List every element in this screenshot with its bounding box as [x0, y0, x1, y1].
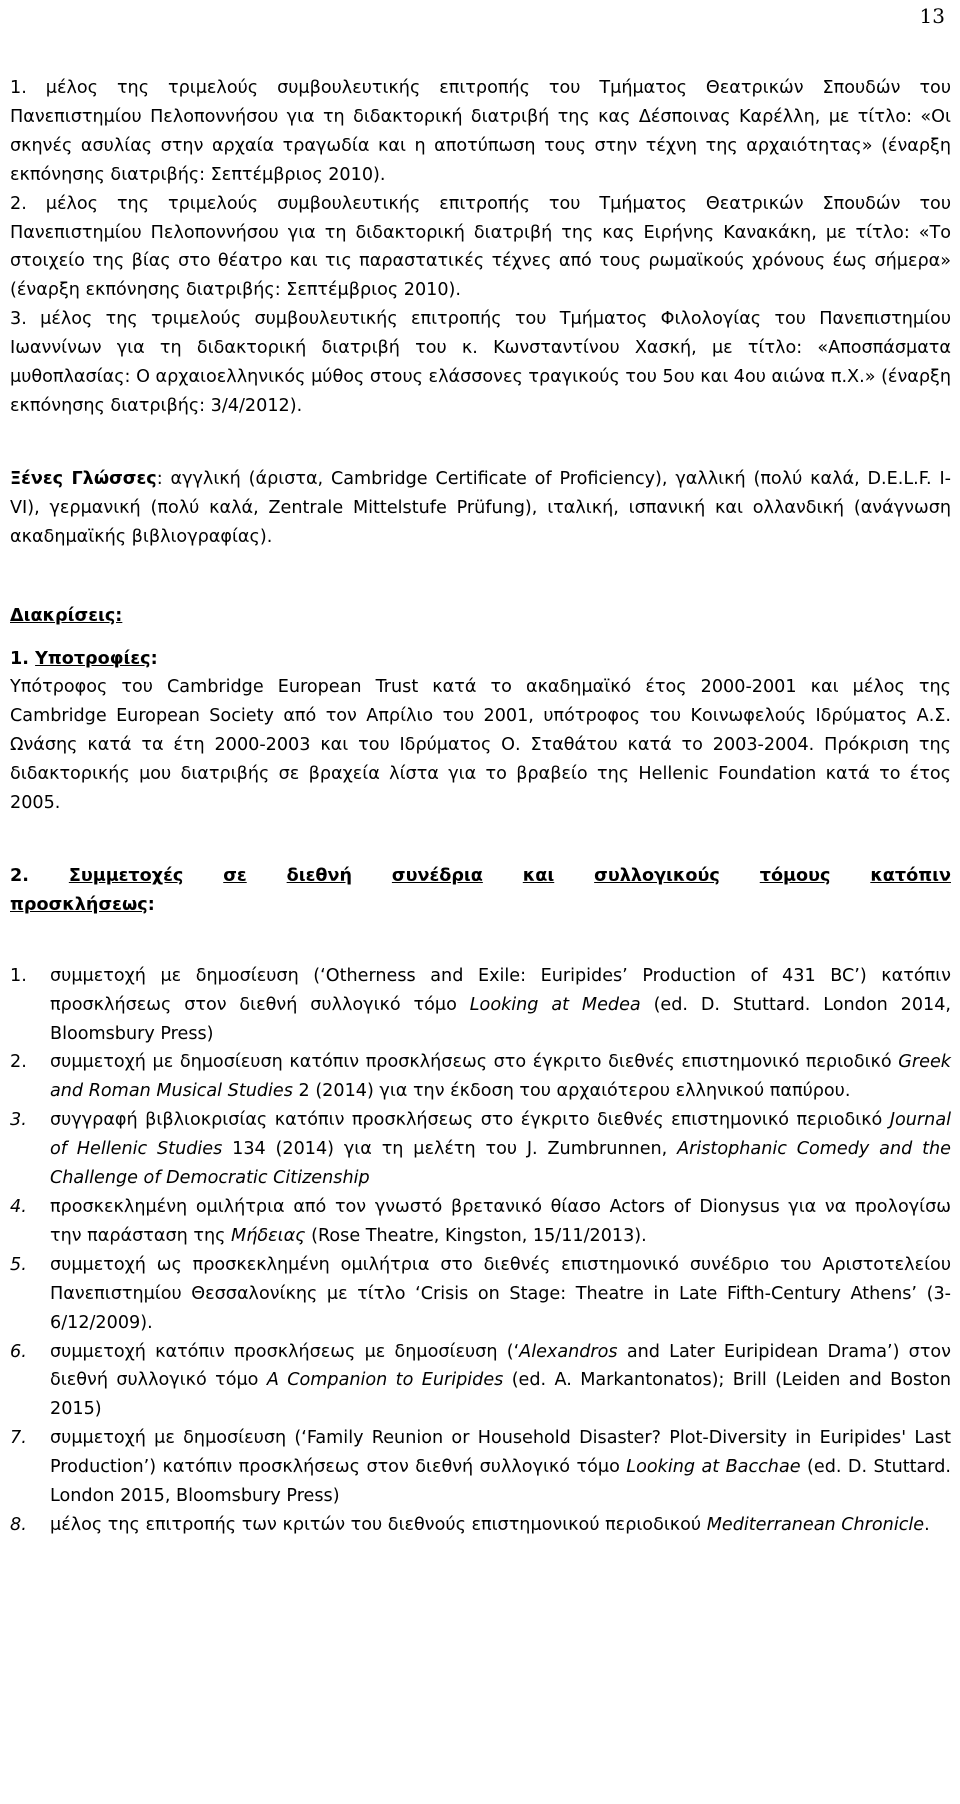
participation-text: συγγραφή βιβλιοκρισίας κατόπιν προσκλήσεως στο έγκριτο διεθνές επιστημονικό περιοδικό: [50, 1110, 890, 1131]
participations-heading-tail: προσκλήσεως:: [10, 894, 155, 915]
participation-item: [0, 1424, 960, 1511]
participation-number: 8.: [10, 1514, 27, 1535]
participation-item: [0, 1048, 960, 1106]
participation-number: 6.: [10, 1341, 27, 1362]
participation-text: συμμετοχή με δημοσίευση (‘Otherness and Exile: Euripides’ Production of 431 BC’) κατόπιν προσκλήσεως στον διεθνή συλλογικό τόμο: [50, 965, 951, 1015]
supervision-item: 1. μέλος της τριμελούς συμβουλευτικής επιτροπής του Τμήματος Θεατρικών Σπουδών του Πανεπιστημίου Πελοποννήσου για τη διδακτορική διατριβή της κας Δέσποινας Καρέλλη, με τίτλο: «Οι σκηνές ασυλίας στην αρχαία τραγωδία και η αποτύπωση τους στην τέχνη της αρχαιότητας» (έναρξη εκπόνησης διατριβής: Σεπτέμβριος 2010).: [10, 78, 952, 185]
title-italic: Greek and Roman Musical Studies: [50, 1052, 951, 1102]
participation-text: προσκεκλημένη ομιλήτρια από τον γνωστό βρετανικό θίασο Actors of Dionysus για να προλογίσω την παράσταση της: [50, 1197, 951, 1246]
participation-number: 4.: [10, 1197, 27, 1217]
participation-text: συμμετοχή με δημοσίευση κατόπιν προσκλήσεως στο έγκριτο διεθνές επιστημονικό περιοδικό: [50, 1052, 899, 1073]
participation-text: (ed. D. Stuttard. London 2015, Bloomsbury Press): [50, 1457, 951, 1507]
supervision-item: 2. μέλος της τριμελούς συμβουλευτικής επιτροπής του Τμήματος Θεατρικών Σπουδών του Πανεπιστημίου Πελοποννήσου για τη διδακτορική διατριβή της κας Ειρήνης Κανακάκη, με τίτλο: «Το στοιχείο της βίας στο θέατρο και τις παραστατικές τέχνες από τους ρωμαϊκούς χρόνους έως σήμερα» (έναρξη εκπόνησης διατριβής: Σεπτέμβριος 2010).: [10, 193, 952, 301]
title-italic: Alexandros: [519, 1341, 618, 1362]
page-number: 13: [919, 4, 945, 28]
title-italic: Looking at Bacchae: [626, 1457, 801, 1478]
participation-item: [0, 1338, 960, 1425]
languages-paragraph: [0, 465, 960, 552]
title-italic: Mediterranean Chronicle: [706, 1514, 925, 1535]
participation-item: [0, 1193, 960, 1251]
participation-item: [0, 962, 960, 1049]
participations-list: [0, 962, 960, 1540]
title-italic: Μήδειας: [231, 1225, 306, 1246]
participation-text: (ed. D. Stuttard. London 2014, Bloomsbury Press): [50, 994, 951, 1044]
participation-text: συμμετοχή ως προσκεκλημένη ομιλήτρια στο διεθνές επιστημονικό συνέδριο του Αριστοτελείου Πανεπιστημίου Θεσσαλονίκης με τίτλο ‘Crisis on Stage: Theatre in Late Fifth-Century Athens’ (3-6/12/2009).: [50, 1254, 951, 1333]
title-italic: Journal of Hellenic Studies: [50, 1110, 951, 1160]
participation-text: μέλος της επιτροπής των κριτών του διεθνούς επιστημονικού περιοδικού: [50, 1514, 707, 1535]
participation-number: 7.: [10, 1428, 27, 1449]
participation-item: [0, 1511, 960, 1540]
languages-label: Ξένες Γλώσσες: [10, 468, 157, 489]
title-italic: A Companion to Euripides: [266, 1370, 504, 1391]
participation-number: 2.: [10, 1052, 27, 1073]
scholarships-text: Υπότροφος του Cambridge European Trust κατά το ακαδημαϊκό έτος 2000-2001 και μέλος της Cambridge European Society από τον Απρίλιο του 2001, υπότροφος του Κοινωφελούς Ιδρύματος Α.Σ. Ωνάσης κατά τα έτη 2000-2003 και του Ιδρύματος Ο. Σταθάτου κατά το 2003-2004. Πρόκριση της διδακτορικής μου διατριβής σε βραχεία λίστα για το βραβείο της Hellenic Foundation κατά το έτος 2005.: [10, 677, 951, 814]
participation-item: [0, 1251, 960, 1338]
participation-item: [0, 1106, 960, 1193]
participation-text: (ed. A. Markantonatos); Brill (Leiden and Boston 2015): [50, 1370, 952, 1420]
supervision-item: 3. μέλος της τριμελούς συμβουλευτικής επιτροπής του Τμήματος Φιλολογίας του Πανεπιστημίου Ιωαννίνων για τη διδακτορική διατριβή του κ. Κωνσταντίνου Χασκή, με τίτλο: «Αποσπάσματα μυθοπλασίας: Ο αρχαιοελληνικός μύθος στους ελάσσονες τραγικούς του 5ου και 4ου αιώνα π.Χ.» (έναρξη εκπόνησης διατριβής: 3/4/2012).: [10, 309, 951, 416]
languages-text: : αγγλική (άριστα, Cambridge Certificate of Proficiency), γαλλική (πολύ καλά, D.E.L.F. I-VI), γερμανική (πολύ καλά, Zentrale Mittelstufe Prüfung), ιταλική, ισπανική και ολλανδική (ανάγνωση ακαδημαϊκής βιβλιογραφίας).: [10, 468, 951, 547]
participation-number: 5.: [10, 1254, 27, 1275]
supervision-list: [0, 74, 960, 421]
participation-text: (Rose Theatre, Kingston, 15/11/2013).: [305, 1225, 647, 1246]
participation-text: συμμετοχή με δημοσίευση (‘Family Reunion or Household Disaster? Plot-Diversity in Euripides' Last Production’) κατόπιν προσκλήσεως στον διεθνή συλλογικό τόμο: [50, 1428, 951, 1478]
participation-text: συμμετοχή κατόπιν προσκλήσεως με δημοσίευση (‘: [50, 1341, 520, 1362]
scholarships-label: Υποτροφίες: [35, 648, 151, 669]
participation-text: 2 (2014) για την έκδοση του αρχαιότερου ελληνικού παπύρου.: [292, 1081, 851, 1102]
participation-number: 3.: [10, 1110, 27, 1131]
participations-heading: 2. Συμμετοχές σε διεθνή συνέδρια και συλλογικούς τόμους κατόπιν: [10, 865, 951, 886]
participation-text: and Later Euripidean Drama’) στον διεθνή συλλογικό τόμο: [50, 1341, 952, 1391]
participation-text: 134 (2014) για τη μελέτη του J. Zumbrunnen,: [222, 1139, 678, 1160]
participation-text: .: [924, 1514, 930, 1535]
title-italic: Aristophanic Comedy and the Challenge of Democratic Citizenship: [50, 1139, 951, 1189]
distinctions-heading: Διακρίσεις:: [10, 605, 123, 626]
page-content: [0, 74, 960, 1540]
scholarships-heading: 1. Υποτροφίες:: [10, 648, 158, 669]
title-italic: Looking at Medea: [469, 994, 641, 1015]
participation-number: 1.: [10, 965, 27, 986]
